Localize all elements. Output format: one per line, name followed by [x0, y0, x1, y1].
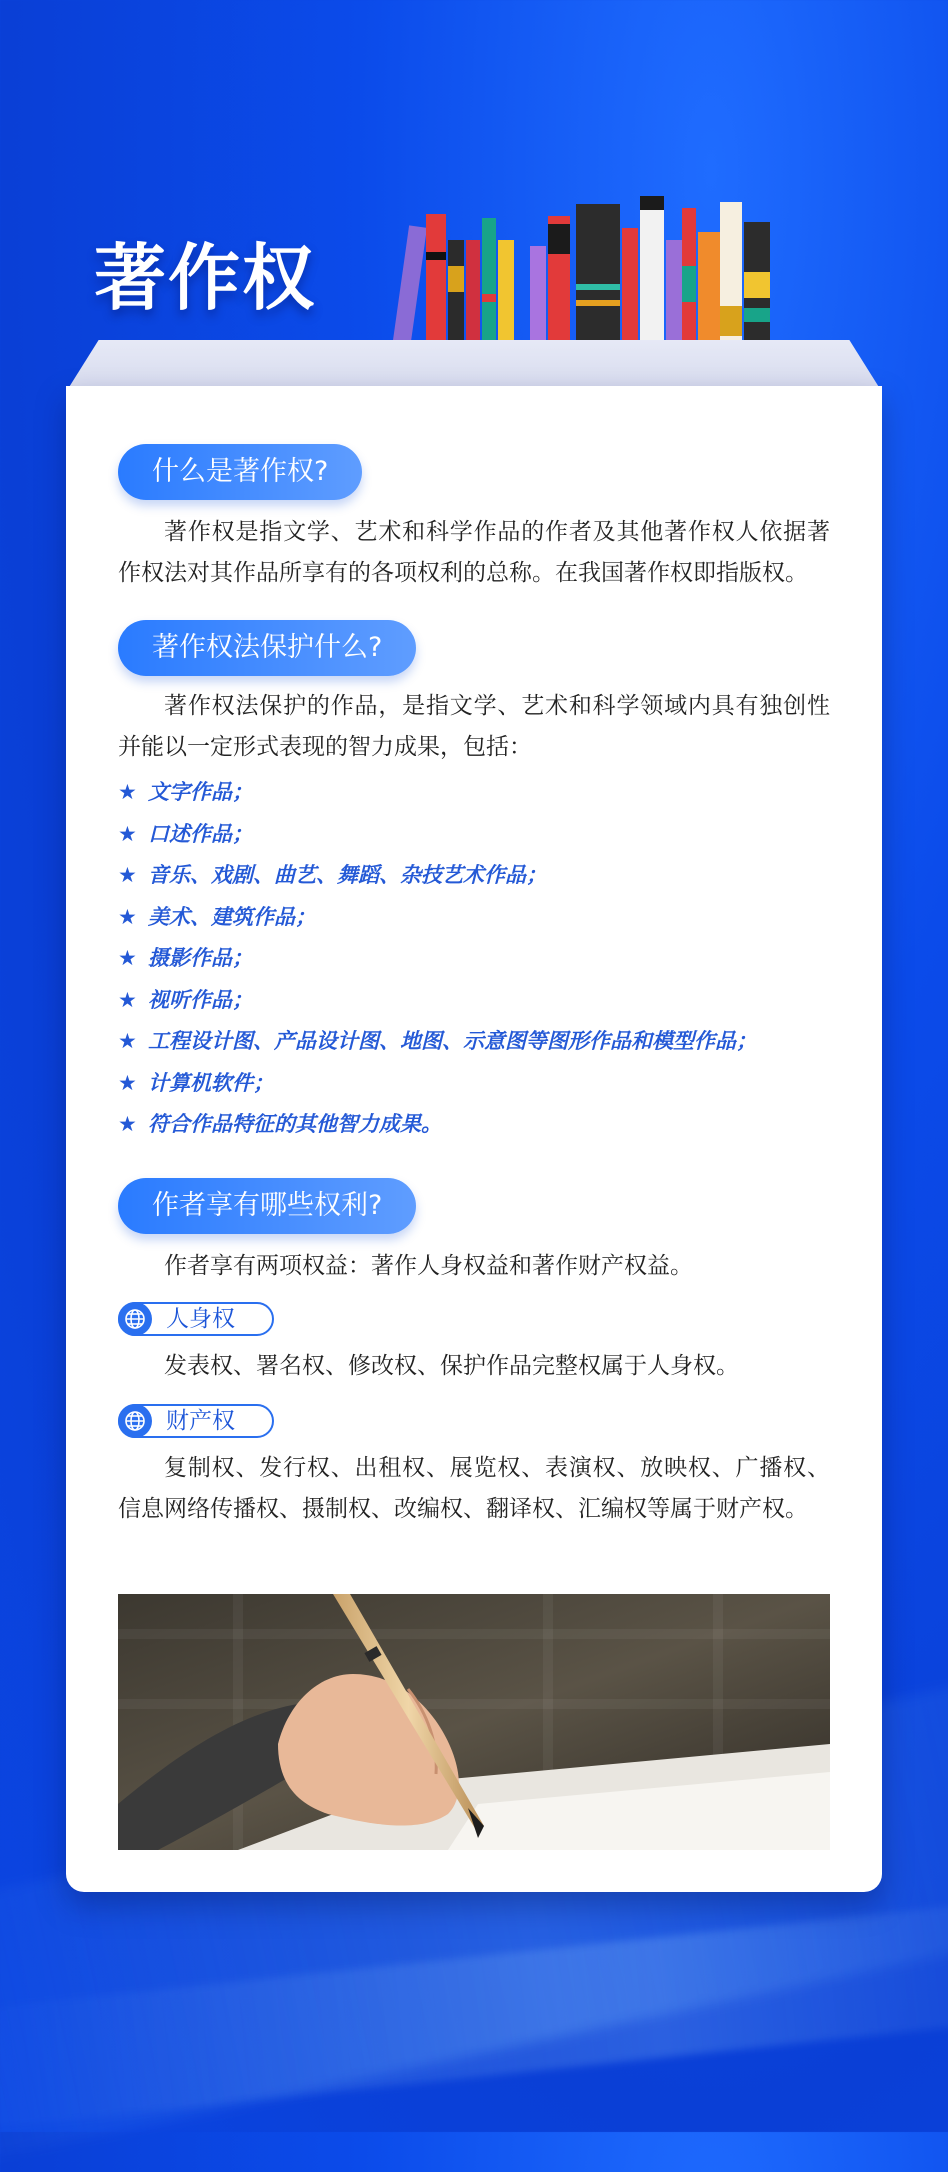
globe-icon: [118, 1404, 152, 1438]
section-heading-protect: [118, 620, 416, 676]
list-item: [118, 1104, 848, 1146]
tag-label: 人身权: [166, 1306, 235, 1332]
star-icon: ★: [118, 863, 137, 887]
hand-writing-with-pen-photo: [118, 1594, 830, 1850]
star-icon: ★: [118, 1029, 137, 1053]
protected-works-list: [118, 772, 848, 1146]
star-icon: ★: [118, 1112, 137, 1136]
section-heading-what: [118, 444, 362, 500]
list-item-text: 工程设计图、产品设计图、地图、示意图等图形作品和模型作品；: [148, 1029, 757, 1053]
list-item: [118, 980, 848, 1022]
list-item-text: 文字作品；: [148, 780, 253, 804]
section-heading-label: 著作权法保护什么?: [152, 632, 383, 663]
star-icon: ★: [118, 1070, 137, 1095]
list-item-text: 美术、建筑作品；: [148, 904, 316, 929]
list-item-text: 口述作品；: [148, 821, 253, 846]
list-item: [118, 855, 848, 897]
star-icon: ★: [118, 987, 137, 1012]
star-icon: ★: [118, 821, 137, 846]
section-body-rights: 作者享有两项权益：著作人身权益和著作财产权益。: [164, 1253, 693, 1279]
section-body-what: 著作权是指文学、艺术和科学作品的作者及其他著作权人依据著作权法对其作品所享有的各项权利的总称。在我国著作权即指版权。: [118, 519, 830, 586]
tag-label: 财产权: [166, 1408, 235, 1434]
list-item: [118, 772, 848, 814]
star-icon: ★: [118, 780, 137, 804]
page-title: 著作权: [94, 236, 317, 320]
list-item-text: 视听作品；: [148, 987, 253, 1012]
list-item-text: 摄影作品；: [148, 946, 253, 970]
background-light-streak: [0, 1888, 948, 2133]
list-item-text: 计算机软件；: [148, 1070, 274, 1095]
section-heading-rights: [118, 1178, 416, 1234]
list-item: [118, 897, 848, 939]
tag-personal-rights: [118, 1302, 274, 1336]
list-item: [118, 1063, 848, 1105]
section-body-protect: 著作权法保护的作品，是指文学、艺术和科学领域内具有独创性并能以一定形式表现的智力成果，包括：: [118, 693, 830, 760]
section-heading-label: 作者享有哪些权利?: [152, 1190, 383, 1221]
section-heading-label: 什么是著作权?: [152, 456, 329, 487]
star-icon: ★: [118, 946, 137, 970]
tag-property-rights: [118, 1404, 274, 1438]
globe-icon: [118, 1302, 152, 1336]
list-item: [118, 938, 848, 980]
card-top-edge: [66, 340, 882, 392]
star-icon: ★: [118, 904, 137, 929]
list-item-text: 符合作品特征的其他智力成果。: [148, 1112, 442, 1136]
personal-rights-body: 发表权、署名权、修改权、保护作品完整权属于人身权。: [164, 1353, 739, 1379]
list-item-text: 音乐、戏剧、曲艺、舞蹈、杂技艺术作品；: [148, 863, 547, 887]
property-rights-body: 复制权、发行权、出租权、展览权、表演权、放映权、广播权、信息网络传播权、摄制权、改编权、翻译权、汇编权等属于财产权。: [118, 1455, 830, 1522]
list-item: [118, 1021, 848, 1063]
list-item: [118, 814, 848, 856]
